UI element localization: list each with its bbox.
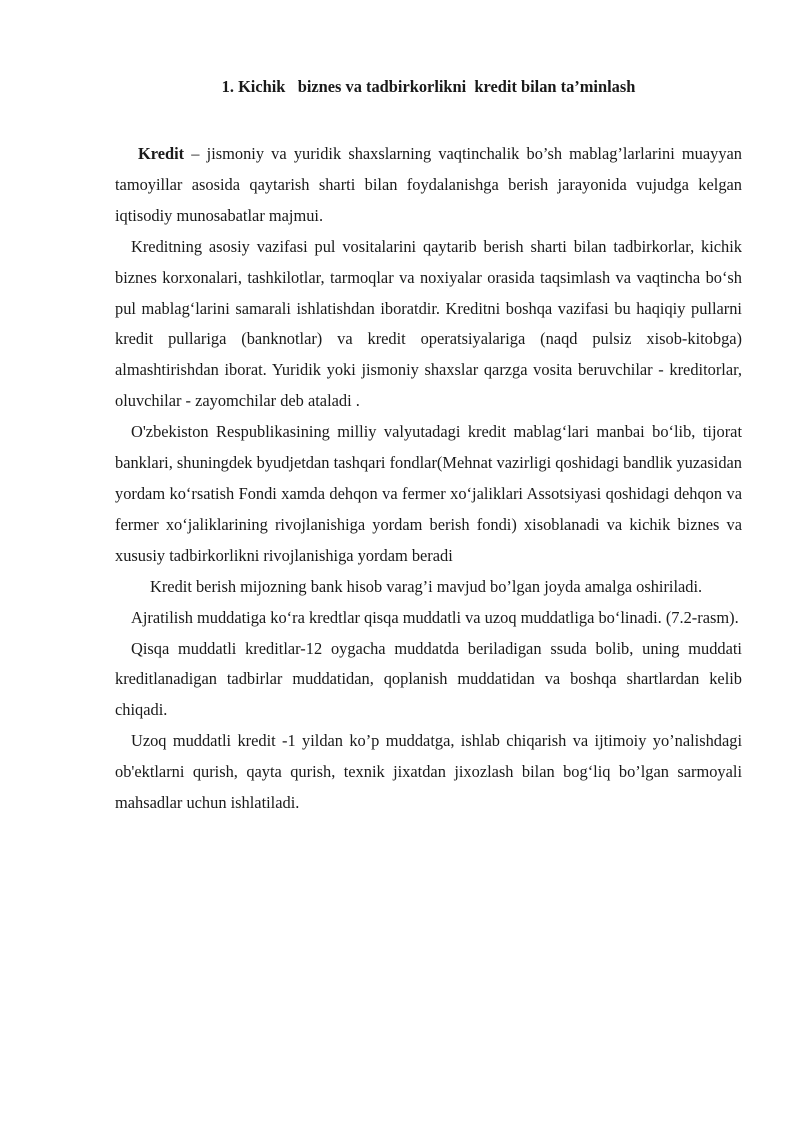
paragraph-credit-issuance: Kredit berish mijozning bank hisob varag’i mavjud bo’lgan joyda amalga oshiriladi. [150, 576, 703, 596]
paragraph-kredit-functions: Kreditning asosiy vazifasi pul vositalarini qaytarib berish sharti bilan tadbirkorlar, kichik biznes korxonalari, tashkilotlar, tarmoqlar va noxiyalar orasida taqsimlash va vaqtincha bo‘sh pul mablag‘larini samarali ishlatishdan iboratdir. Kreditni boshqa vazifasi bu haqiqiy pullarni kredit pullariga (banknotlar) va kredit operatsiyalariga (naqd pulsiz xisob-kitobga) almashtirishdan iborat. Yuridik yoki jismoniy shaxslar qarzga vosita beruvchilar - kreditorlar, oluvchilar - zayomchilar deb ataladi . [115, 236, 742, 411]
paragraph-credit-sources: O'zbekiston Respublikasining milliy valyutadagi kredit mablag‘lari manbai bo‘lib, tijorat banklari, shuningdek byudjetdan tashqari fondlar(Mehnat vazirligi qoshidagi bandlik yuzasidan yordam ko‘rsatish Fondi xamda dehqon va fermer xo‘jaliklari Assotsiyasi qoshidagi dehqon va fermer xo‘jaliklarining rivojlanishiga yordam berish fondi) xisoblanadi va kichik biznes va xususiy tadbirkorlikni rivojlanishiga yordam beradi [115, 422, 742, 565]
term-kredit: Kredit [138, 144, 185, 163]
body-text [115, 139, 742, 819]
paragraph-long-term-credit: Uzoq muddatli kredit -1 yildan ko’p muddatga, ishlab chiqarish va ijtimoiy yo’nalishdagi ob'ektlarni qurish, qayta qurish, texnik jixatdan jixozlash bilan bog‘liq bo’lgan sarmoyali mahsadlar uchun ishlatiladi. [115, 731, 742, 813]
section-heading: 1. Kichik biznes va tadbirkorlikni kredit bilan ta’minlash [221, 77, 636, 96]
paragraph-kredit-definition [115, 139, 742, 232]
paragraph-credit-terms: Ajratilish muddatiga ko‘ra kredtlar qisqa muddatli va uzoq muddatliga bo‘linadi. (7.2-rasm). [131, 607, 739, 627]
paragraph-short-term-credit: Qisqa muddatli kreditlar-12 oygacha muddatda beriladigan ssuda bolib, uning muddati kreditlanadigan tadbirlar muddatidan, qoplanish muddatidan va boshqa shartlardan kelib chiqadi. [115, 638, 742, 720]
paragraph-text: – jismoniy va yuridik shaxslarning vaqtinchalik bo’sh mablag’larlarini muayyan tamoyillar asosida qaytarish sharti bilan foydalanishga berish jarayonida vujudga kelgan iqtisodiy munosabatlar majmui. [115, 144, 742, 225]
